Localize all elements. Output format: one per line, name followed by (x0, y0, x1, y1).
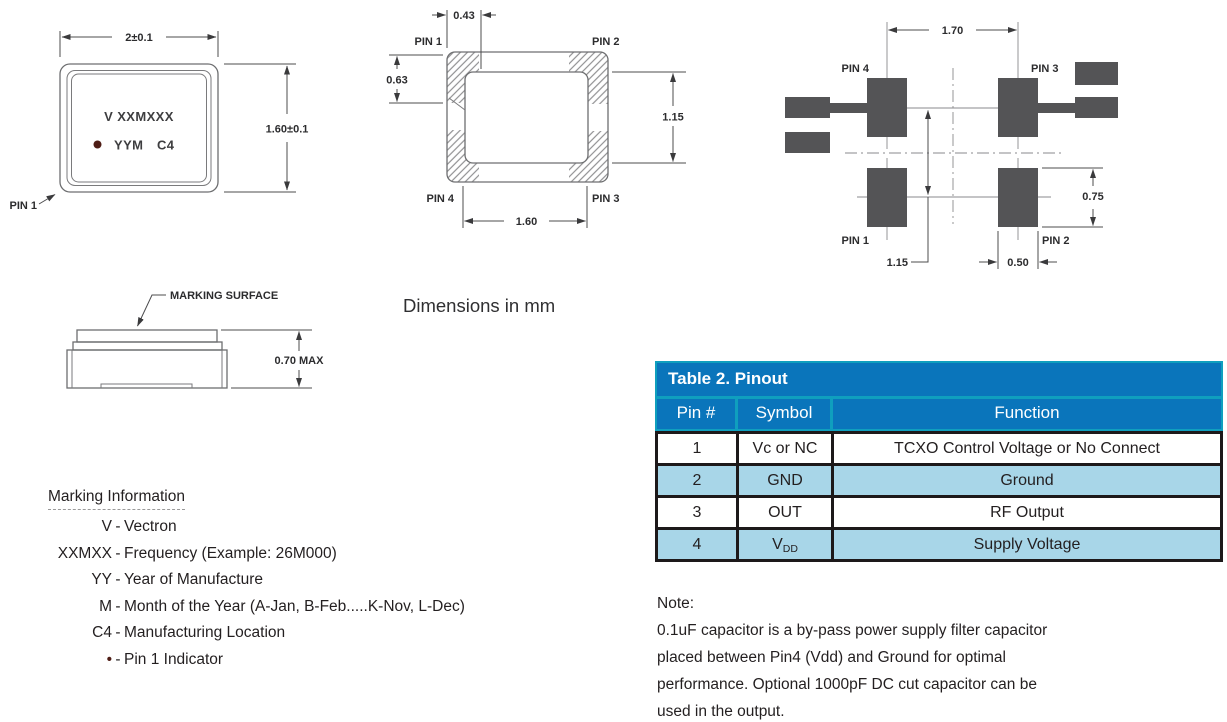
pin1-indicator-bullet: • (106, 650, 112, 668)
marking-separator: - (115, 624, 121, 642)
marking-separator: - (115, 544, 121, 562)
dim-0-75-label: 0.75 (1082, 191, 1104, 203)
pinout-table-columns (657, 399, 1221, 429)
pinout-cell-symbol: Vc or NC (739, 434, 831, 463)
marking-separator: - (115, 650, 121, 668)
marking-desc: Frequency (Example: 26M000) (124, 544, 337, 562)
pinout-cell-function: RF Output (834, 498, 1220, 527)
dim-0-63-label: 0.63 (386, 74, 408, 87)
marking-code: YY (91, 571, 112, 589)
marking-desc: Manufacturing Location (124, 624, 286, 642)
symbol-base: V (772, 535, 783, 553)
pin2-label: PIN 2 (592, 36, 620, 48)
dim-1-15-label: 1.15 (662, 111, 684, 124)
pinout-cell-function: TCXO Control Voltage or No Connect (834, 434, 1220, 463)
chip-marking-yym: YYM (114, 137, 144, 153)
pad-pin1 (867, 168, 907, 227)
pinout-cell-symbol: GND (739, 466, 831, 495)
dim-1-15-label: 1.15 (886, 257, 908, 269)
dim-0-70-max-label: 0.70 MAX (274, 355, 324, 367)
dimensions-units-note: Dimensions in mm (403, 295, 556, 316)
pinout-table (655, 361, 1223, 562)
pad-pin3 (998, 78, 1038, 137)
symbol-subscript: DD (782, 542, 798, 555)
marking-separator: - (115, 571, 121, 589)
marking-entry (48, 567, 465, 594)
pad-pin4 (867, 78, 907, 137)
marking-desc: Month of the Year (A-Jan, B-Feb.....K-Nov, L-Dec) (124, 597, 465, 615)
marking-surface-label: MARKING SURFACE (170, 290, 279, 302)
package-outline (67, 330, 227, 388)
marking-code: M (99, 597, 112, 615)
note-line: placed between Pin4 (Vdd) and Ground for optimal (657, 649, 1006, 666)
marking-desc: Year of Manufacture (124, 571, 264, 589)
pinout-cell-pin: 1 (658, 434, 736, 463)
dim-1-60-label: 1.60 (515, 216, 538, 228)
pinout-cell-symbol (739, 530, 831, 559)
note-line: performance. Optional 1000pF DC cut capacitor can be (657, 676, 1037, 693)
marking-separator: - (115, 518, 121, 535)
marking-information (48, 487, 465, 674)
pinout-col-symbol: Symbol (738, 399, 830, 429)
chip-marking-line1: V XXMXXX (104, 109, 174, 124)
pin1-label: PIN 1 (414, 36, 442, 48)
note-block (657, 590, 1227, 722)
pin1-indicator-dot (94, 141, 102, 149)
dim-0-43-label: 0.43 (453, 10, 475, 22)
pin1-label: PIN 1 (9, 200, 37, 212)
package-top-view-drawing (0, 0, 330, 235)
dimension-lines (886, 30, 1104, 269)
pinout-cell-symbol: OUT (739, 498, 831, 527)
pin4-label: PIN 4 (426, 193, 454, 205)
pinout-table-body (655, 431, 1223, 562)
cap-pad-left-lower (785, 132, 830, 153)
chip-marking-c4: C4 (157, 137, 175, 153)
pin2-label: PIN 2 (1042, 235, 1070, 247)
package-side-view-drawing (40, 280, 340, 422)
marking-code: C4 (92, 624, 112, 642)
dim-width-label: 2±0.1 (125, 32, 153, 44)
pinout-table-title: Table 2. Pinout (657, 363, 1221, 396)
pinout-cell-function: Supply Voltage (834, 530, 1220, 559)
pinout-cell-pin: 4 (658, 530, 736, 559)
trace-left (830, 103, 867, 113)
pin3-label: PIN 3 (1031, 63, 1059, 75)
marking-desc: Pin 1 Indicator (124, 650, 224, 668)
marking-desc: Vectron (124, 518, 177, 535)
pinout-table-header (655, 361, 1223, 431)
marking-entry (48, 514, 465, 541)
pad-pin2 (998, 168, 1038, 227)
marking-entry (48, 541, 465, 568)
cap-pad-right-upper (1075, 62, 1118, 85)
trace-right (1038, 103, 1075, 113)
pin4-label: PIN 4 (841, 63, 869, 75)
pinout-col-pin: Pin # (657, 399, 735, 429)
pinout-cell-pin: 2 (658, 466, 736, 495)
marking-code: XXMXX (57, 544, 112, 562)
chip-marking (94, 109, 175, 153)
package-bottom-view-drawing (385, 0, 690, 250)
note-line: 0.1uF capacitor is a by-pass power supply filter capacitor (657, 622, 1048, 639)
dim-1-70-label: 1.70 (941, 25, 964, 37)
dim-height-label: 1.60±0.1 (265, 123, 309, 136)
dim-0-50-label: 0.50 (1007, 257, 1029, 269)
marking-information-title: Marking Information (48, 487, 185, 510)
cap-pad-right-lower (1075, 97, 1118, 118)
pin1-label: PIN 1 (841, 235, 869, 247)
marking-entry (48, 647, 465, 674)
cap-pad-left-upper (785, 97, 830, 118)
marking-code: V (101, 518, 112, 535)
pin3-label: PIN 3 (592, 193, 620, 205)
land-pattern-drawing (780, 0, 1227, 280)
marking-entry (48, 594, 465, 621)
pinout-cell-function: Ground (834, 466, 1220, 495)
pinout-col-function: Function (833, 399, 1221, 429)
note-line: used in the output. (657, 703, 785, 720)
pinout-cell-pin: 3 (658, 498, 736, 527)
land-pads (785, 62, 1118, 227)
note-label: Note: (657, 595, 695, 612)
package-outline (60, 64, 218, 192)
marking-entry (48, 620, 465, 647)
marking-separator: - (115, 597, 121, 615)
